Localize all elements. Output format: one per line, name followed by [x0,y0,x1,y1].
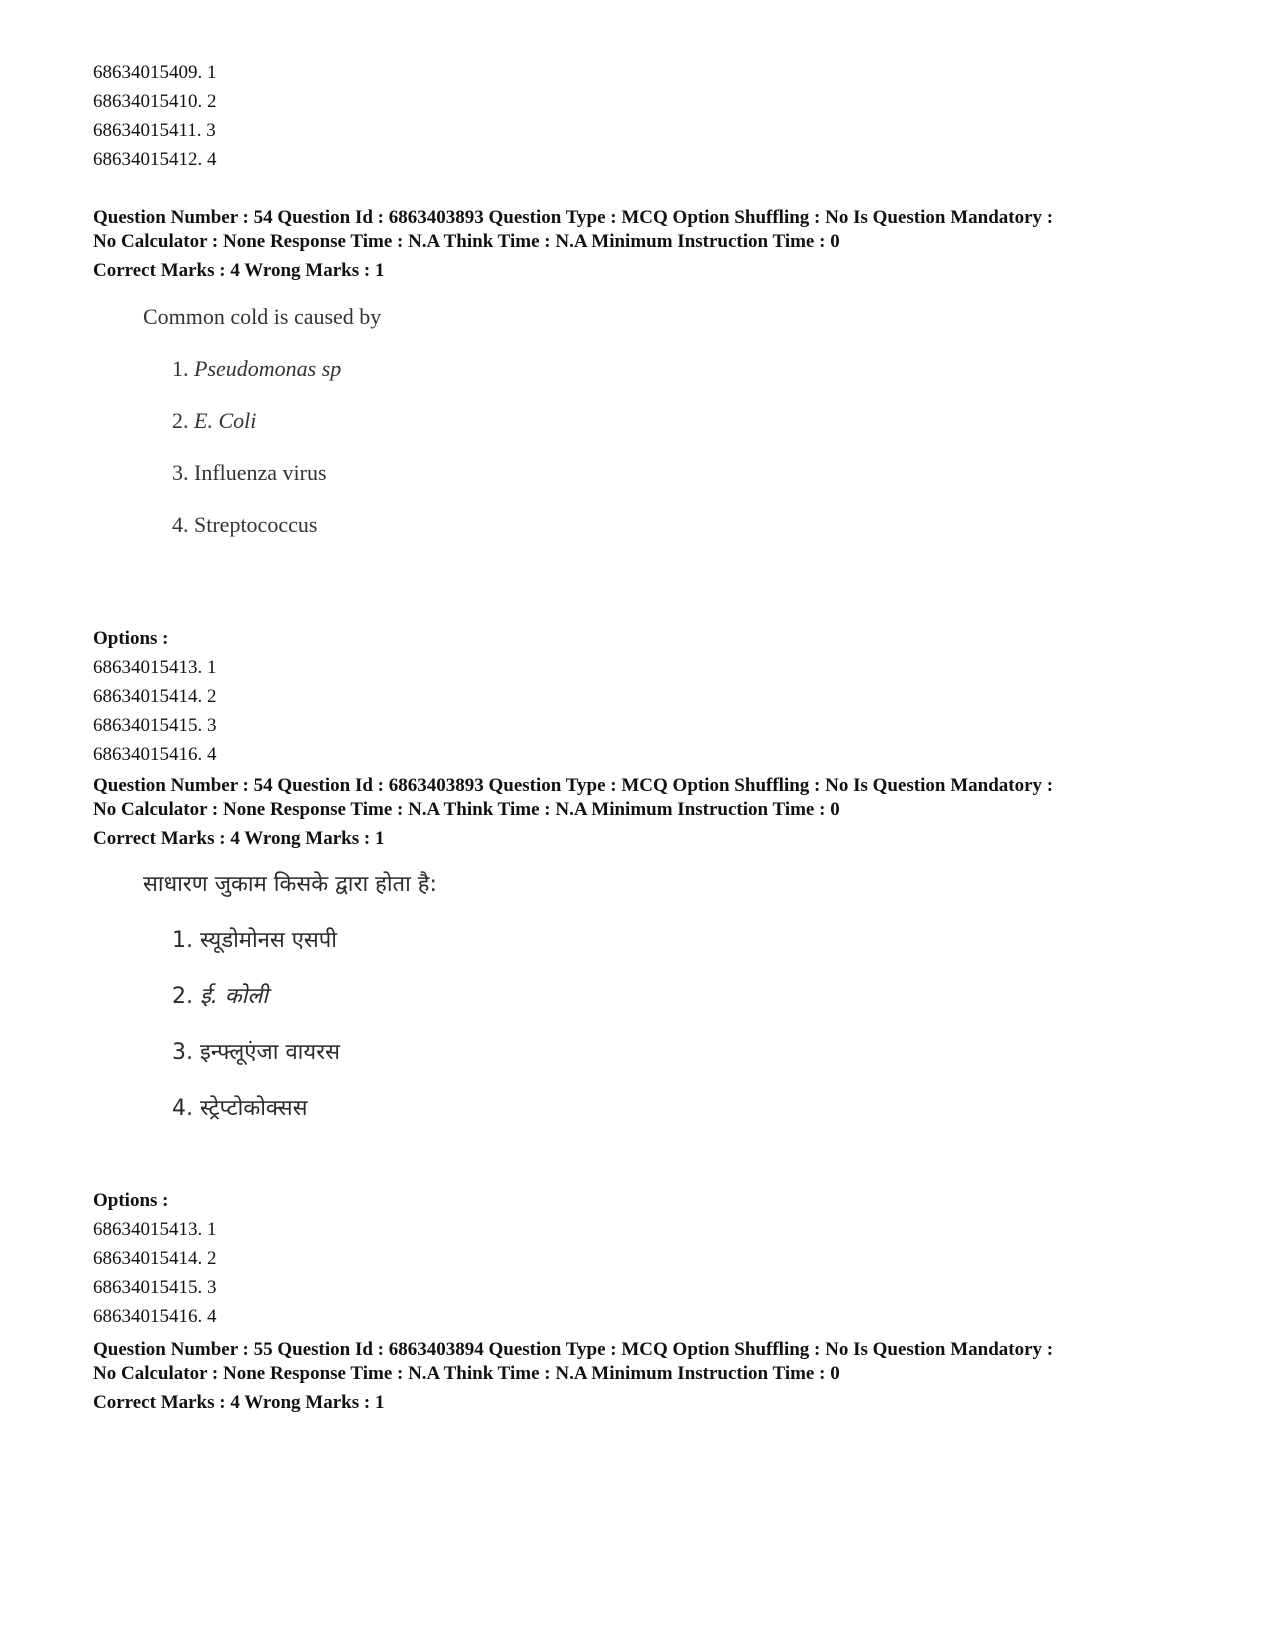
option-line: 68634015415. 3 [93,715,217,736]
option-line: 68634015412. 4 [93,149,217,170]
question-meta-line-1: Question Number : 54 Question Id : 6863403893 Question Type : MCQ Option Shuffling : No Is Question Mandatory : [93,207,1054,228]
choice-item: 4. Streptococcus [172,512,318,537]
choice-item: 3. Influenza virus [172,460,327,485]
options-section [93,624,217,769]
document-page [93,58,1213,1413]
question-block-54-hi [93,774,1213,1327]
options-label: Options : [93,628,169,649]
option-line: 68634015416. 4 [93,1306,217,1327]
question-stem: Common cold is caused by [143,304,382,329]
question-block-54-en [93,206,1213,765]
option-line: 68634015414. 2 [93,686,217,707]
option-line: 68634015415. 3 [93,1277,217,1298]
options-section [93,1186,217,1331]
question-meta-line-1: Question Number : 55 Question Id : 6863403894 Question Type : MCQ Option Shuffling : No Is Question Mandatory : [93,1339,1054,1360]
question-block-55 [93,1338,1213,1415]
option-line: 68634015411. 3 [93,120,216,141]
option-line: 68634015409. 1 [93,62,217,83]
question-marks: Correct Marks : 4 Wrong Marks : 1 [93,260,385,281]
choice-item: 1. स्यूडोमोनस एसपी [172,928,337,953]
choice-item: 4. स्ट्रेप्टोकोक्सस [172,1096,308,1121]
choice-item: 2. ई. कोली [172,984,268,1009]
option-line: 68634015410. 2 [93,91,217,112]
choice-item: 3. इन्फ्लूएंजा वायरस [172,1040,341,1065]
question-meta-line-2: No Calculator : None Response Time : N.A Think Time : N.A Minimum Instruction Time : 0 [93,799,840,820]
option-line: 68634015414. 2 [93,1248,217,1269]
option-line: 68634015413. 1 [93,1219,217,1240]
question-meta-line-2: No Calculator : None Response Time : N.A Think Time : N.A Minimum Instruction Time : 0 [93,231,840,252]
question-marks: Correct Marks : 4 Wrong Marks : 1 [93,828,385,849]
question-meta-line-2: No Calculator : None Response Time : N.A Think Time : N.A Minimum Instruction Time : 0 [93,1363,840,1384]
question-image-en [143,302,381,540]
question-meta-line-1: Question Number : 54 Question Id : 6863403893 Question Type : MCQ Option Shuffling : No Is Question Mandatory : [93,775,1054,796]
options-label: Options : [93,1190,169,1211]
choice-item: 2. E. Coli [172,408,257,433]
option-line: 68634015413. 1 [93,657,217,678]
choice-item: 1. Pseudomonas sp [172,356,342,381]
option-line: 68634015416. 4 [93,744,217,765]
question-stem: साधारण जुकाम किसके द्वारा होता है: [143,872,437,897]
question-image-hi [143,870,437,1124]
top-options-list [93,58,1213,174]
question-marks: Correct Marks : 4 Wrong Marks : 1 [93,1392,385,1413]
